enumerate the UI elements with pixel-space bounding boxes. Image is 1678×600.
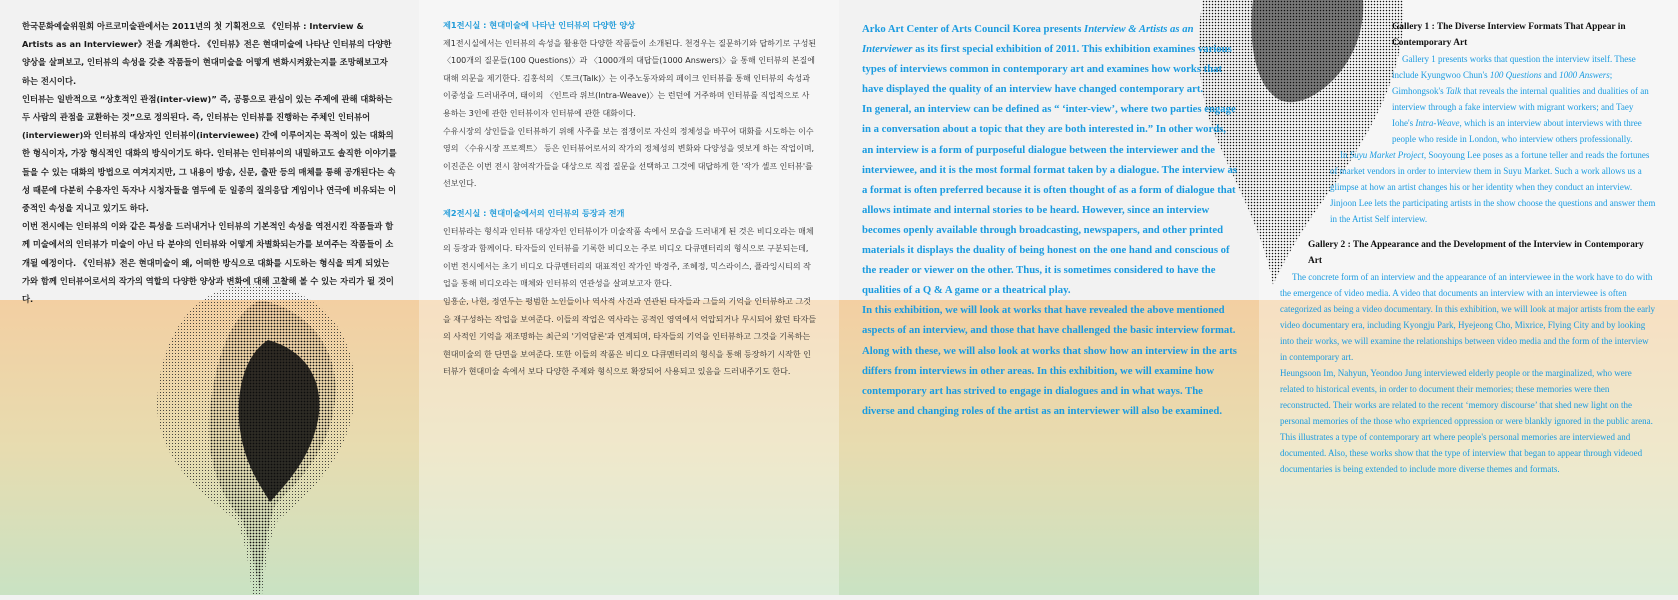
gallery2-english-paragraph-1: The concrete form of an interview and the appearance of an interviewee in the work have to do with the emergence of video media. A video that documents an interview with an interviewee is often categorized as being a video documentary. In this exhibition, we will look at major artists from the early video documentary era, including Kyongju Park, Hyejeong Cho, Mixrice, Flying City and by looking into their works, we will examine the relationships between video media and the form of the interview in contemporary art. [1280,272,1656,362]
korean-intro-paragraph-2: 인터뷰는 일반적으로 “상호적인 관점(inter-view)” 즉, 공통으로 관심이 있는 주제에 관해 대화하는 두 사람의 관점을 교환하는 것”으로 정의된다. 즉, 인터뷰는 인터뷰를 진행하는 주체인 인터뷰어(interviewer)와 인터뷰의 대상자인 인터뷰이(interviewee) 간에 이루어지는 목적이 있는 대화의 한 형식이자, 가장 형식적인 대화의 방식이기도 하다. 인터뷰는 인터뷰이의 내밀하고도 솔직한 이야기를 들을 수 있는 대화의 방법으로 여겨지지만, 그 내용이 방송, 신문, 출판 등의 매체를 통해 공개된다는 속성 때문에 다분히 수용자인 독자나 시청자들을 염두에 둔 일종의 질의응답 게임이나 연극에 비유되는 이중적인 속성을 지니고 있기도 하다. [22,93,397,214]
gallery2-korean-heading: 제2전시실 : 현대미술에서의 인터뷰의 등장과 전개 [443,207,625,218]
gallery1-korean-paragraph-1: 제1전시실에서는 인터뷰의 속성을 활용한 다양한 작품들이 소개된다. 천경우는 질문하기와 답하기로 구성된 〈100개의 질문들(100 Questions)〉과 〈1000개의 대답들(1000 Answers)〉을 통해 인터뷰의 본질에 대해 의문을 제기한다. 김홍석의 〈토크(Talk)〉는 이주노동자와의 페이크 인터뷰를 통해 인터뷰의 속성과 이중성을 드러내주며, 태이의 〈인트라 위브(Intra-Weave)〉는 런던에 거주하며 인터뷰를 직업적으로 사용하는 3인에 관한 인터뷰이자 인터뷰에 관한 대화이다. [443,38,817,118]
korean-intro-paragraph-3: 이번 전시에는 인터뷰의 이와 같은 특성을 드러내거나 인터뷰의 기본적인 속성을 역전시킨 작품들과 함께 미술에서의 인터뷰가 미술이 아닌 타 분야의 인터뷰와 어떻게 차별화되는가를 보여주는 작품들이 소개될 예정이다. 《인터뷰》전은 현대미술이 왜, 어떠한 방식으로 대화를 시도하는 형식을 띄게 되었는가와 함께 인터뷰어로서의 작가의 역할의 다양한 양상과 변화에 대해 고찰해 볼 수 있는 자리가 될 것이다. [22,221,394,305]
gallery1-korean-paragraph-2: 수유시장의 상인들을 인터뷰하기 위해 사주를 보는 점쟁이로 자신의 정체성을 바꾸어 대화를 시도하는 이수영의 〈수유시장 프로젝트〉 등은 인터뷰어로서의 작가의 정체성의 변화와 다양성을 엿보게 하는 작업이며, 이진준은 이번 전시 참여작가들을 대상으로 직접 질문을 선택하고 그것에 대답하게 한 '작가 셀프 인터뷰'를 선보인다. [443,126,815,189]
english-intro-paragraph-1: Arko Art Center of Arts Council Korea presents Interview & Artists as an Interviewer as its first special exhibition of 2011. This exhibition examines various types of interviews common in contemporary art and examines how works that have displayed the quality of an interview have changed contemporary art. [862,23,1232,96]
gallery1-english-title: Gallery 1 : The Diverse Interview Formats That Appear in Contemporary Art [1392,22,1626,48]
gallery2-english-title: Gallery 2 : The Appearance and the Development of the Interview in Contemporary Art [1308,240,1644,266]
halftone-balloon-illustration [150,280,370,600]
english-intro-paragraph-3: In this exhibition, we will look at works that have revealed the above mentioned aspects of an interview, and those that have challenged the basic interview format. Along with these, we will also look at works that show how an interview in the arts differs from interviews in other areas. In this exhibition, we will examine how contemporary art has strived to engage in dialogues and in what ways. The diverse and changing roles of the artist as an interviewer will also be examined. [862,304,1237,417]
gallery2-korean-paragraph-2: 임흥순, 나현, 정연두는 평범한 노인들이나 역사적 사건과 연관된 타자들과 그들의 기억을 인터뷰하고 그것을 재구성하는 작업을 보여준다. 이들의 작업은 역사라는 공적인 영역에서 억압되거나 무시되어 왔던 타자들의 사적인 기억을 재조명하는 최근의 '기억담론'과 연계되며, 타자들의 기억을 인터뷰하고 그것을 기록하는 현대미술의 한 단면을 보여준다. 또한 이들의 작품은 비디오 다큐멘터리의 형식을 통해 등장하기 시작한 인터뷰가 현대미술 속에서 보다 다양한 주제와 형식으로 확장되어 사용되고 있음을 드러내주기도 한다. [443,296,817,377]
korean-intro-text [22,17,397,308]
gallery2-english-paragraph-2: Heungsoon Im, Nahyun, Yeondoo Jung interviewed elderly people or the marginalized, who were related to historical events, in order to document their memories; these memories were then reconstructed. Their works are related to the recent ‘memory discourse’ that shed new light on the personal memories of the those who exprienced oppression or were blankly ignored in the public arena. This illustrates a type of contemporary art where people's personal memories are interviewed and documented. Also, these works show that the type of interview that began to appear through videoed documentaries is being extended to include more diverse themes and formats. [1280,368,1653,474]
gallery1-english-paragraph-1: Gallery 1 presents works that question the interview itself. These include Kyungwoo Chun's 100 Questions and 1000 Answers; Gimhongsok's Talk that reveals the internal qualities and dualities of an interview through a fake interview with migrant workers; and Taey Iohe's Intra-Weave, which is an interview about interviews with three people who reside in London, who interview others professionally. [1392,54,1649,144]
gallery1-english-paragraph-2: In Suyu Market Project, Sooyoung Lee poses as a fortune teller and reads the fortunes of market vendors in order to interview them in Suyu Market. Such a work allows us a glimpse at how an artist changes his or her identity when they conduct an interview. Jinjoon Lee lets the participating artists in the show choose the questions and answer them in the Artist Self interview. [1330,150,1656,224]
english-intro-text [862,19,1237,421]
exhibition-title-italic: Interview & Artists as an Interviewer [862,23,1194,56]
gallery1-korean-heading: 제1전시실 : 현대미술에 나타난 인터뷰의 다양한 양상 [443,20,636,30]
gallery2-korean-paragraph-1: 인터뷰라는 형식과 인터뷰 대상자인 인터뷰이가 미술작품 속에서 모습을 드러내게 된 것은 비디오라는 매체의 등장과 함께이다. 타자들의 인터뷰를 기록한 비디오는 주로 비디오 다큐멘터리의 형식으로 구분되는데, 이번 전시에서는 초기 비디오 다큐멘터리의 대표적인 작가인 박경주, 조혜정, 믹스라이스, 플라잉시티의 작업을 통해 비디오라는 매체와 인터뷰의 연관성을 살펴보고자 한다. [443,226,814,289]
english-galleries-text [1280,19,1656,477]
english-intro-paragraph-2: In general, an interview can be defined as “ ‘inter-view’, where two parties engage in a conversation about a topic that they are both interested in.” In other words, an interview is a form of purposeful dialogue between the interviewer and the interviewee, and it is the most formal format taken by a dialogue. The interview as a format is often preferred because it is often thought of as a form of dialogue that allows intimate and internal stories to be heard. However, since an interview becomes openly available through broadcasting, newspapers, and other printed materials it displays the duality of being honest on the one hand and conscious of the reader or viewer on the other. Thus, it is sometimes considered to have the qualities of a Q & A game or a theatrical play. [862,103,1238,297]
korean-intro-paragraph-1: 한국문화예술위원회 아르코미술관에서는 2011년의 첫 기획전으로 《인터뷰 : Interview & Artists as an Interviewer》전을 개최한다. 《인터뷰》전은 현대미술에 나타난 인터뷰의 다양한 양상을 살펴보고, 인터뷰의 속성을 갖춘 작품들이 현대미술을 어떻게 변화시켜왔는지를 조망해보고자 하는 전시이다. [22,21,392,86]
korean-galleries-text [443,17,817,381]
